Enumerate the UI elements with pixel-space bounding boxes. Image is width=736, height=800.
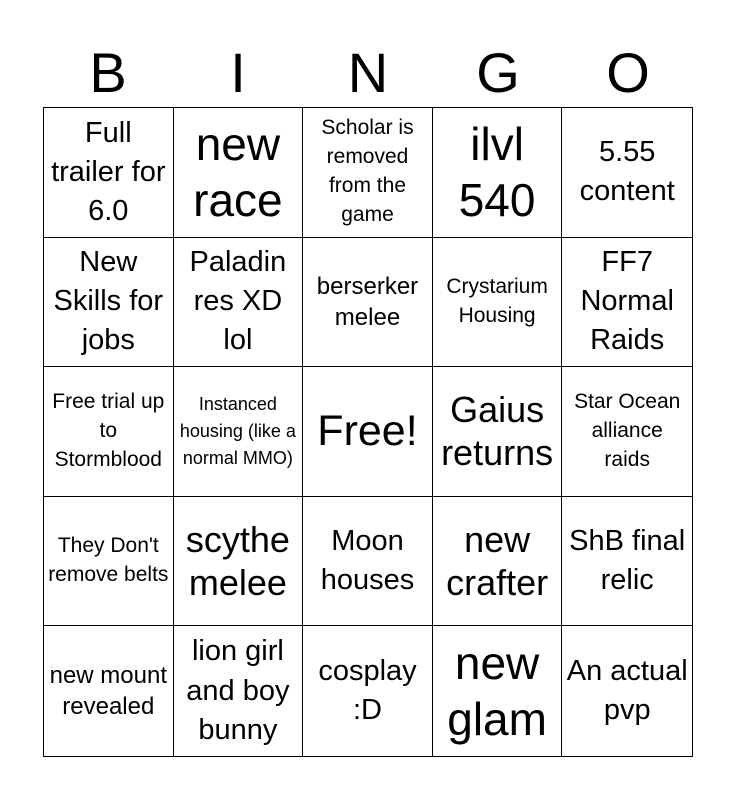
- cell-text: Full trailer for 6.0: [51, 116, 166, 227]
- bingo-cell[interactable]: [174, 626, 304, 756]
- cell-text: An actual pvp: [566, 655, 688, 727]
- cell-text: Gaius returns: [441, 389, 554, 474]
- bingo-cell[interactable]: [562, 238, 692, 368]
- bingo-cell[interactable]: [44, 238, 174, 368]
- bingo-cell[interactable]: [303, 108, 433, 238]
- bingo-board: [43, 107, 693, 757]
- bingo-cell[interactable]: [44, 497, 174, 627]
- cell-text: lion girl and boy bunny: [186, 635, 290, 746]
- bingo-header: [43, 42, 693, 104]
- cell-text: Paladin res XD lol: [189, 246, 287, 357]
- bingo-cell[interactable]: [562, 497, 692, 627]
- cell-text: Star Ocean alliance raids: [574, 390, 681, 471]
- bingo-cell[interactable]: [44, 626, 174, 756]
- bingo-cell[interactable]: [44, 367, 174, 497]
- cell-text: new mount revealed: [49, 662, 167, 721]
- bingo-cell[interactable]: [433, 626, 563, 756]
- bingo-cell[interactable]: [433, 497, 563, 627]
- bingo-cell[interactable]: [174, 497, 304, 627]
- cell-text: new race: [193, 118, 283, 227]
- bingo-cell[interactable]: [44, 108, 174, 238]
- header-letter-n: N: [347, 41, 389, 104]
- cell-text: Instanced housing (like a normal MMO): [179, 393, 296, 468]
- cell-text: Free trial up to Stormblood: [52, 390, 165, 471]
- cell-text: Scholar is removed from the game: [321, 116, 414, 227]
- bingo-cell[interactable]: [174, 367, 304, 497]
- cell-text: berserker melee: [316, 272, 419, 331]
- cell-text: new glam: [447, 637, 547, 746]
- bingo-cell[interactable]: [303, 497, 433, 627]
- bingo-cell[interactable]: [174, 108, 304, 238]
- bingo-cell[interactable]: [433, 238, 563, 368]
- cell-text: scythe melee: [185, 518, 290, 604]
- bingo-cell[interactable]: [303, 238, 433, 368]
- header-letter-b: B: [89, 41, 127, 104]
- header-letter-i: I: [230, 41, 246, 104]
- cell-text: Crystarium Housing: [446, 274, 548, 327]
- bingo-cell[interactable]: [562, 626, 692, 756]
- bingo-cell[interactable]: [174, 238, 304, 368]
- cell-text: FF7 Normal Raids: [580, 246, 674, 357]
- bingo-cell[interactable]: [433, 367, 563, 497]
- cell-text: Moon houses: [320, 524, 415, 597]
- bingo-cell[interactable]: [433, 108, 563, 238]
- cell-text: cosplay :D: [318, 655, 417, 727]
- bingo-cell[interactable]: [562, 367, 692, 497]
- header-letter-o: O: [606, 41, 650, 104]
- cell-text: 5.55 content: [579, 136, 675, 208]
- cell-text: They Don't remove belts: [48, 534, 169, 587]
- bingo-cell-free[interactable]: [303, 367, 433, 497]
- header-letter-g: G: [476, 41, 520, 104]
- cell-text: new crafter: [446, 518, 549, 604]
- cell-text: ilvl 540: [458, 118, 536, 227]
- cell-text: New Skills for jobs: [53, 246, 164, 357]
- cell-text: ShB final relic: [569, 524, 686, 597]
- bingo-cell[interactable]: [303, 626, 433, 756]
- bingo-cell[interactable]: [562, 108, 692, 238]
- free-space-text: Free!: [317, 406, 418, 455]
